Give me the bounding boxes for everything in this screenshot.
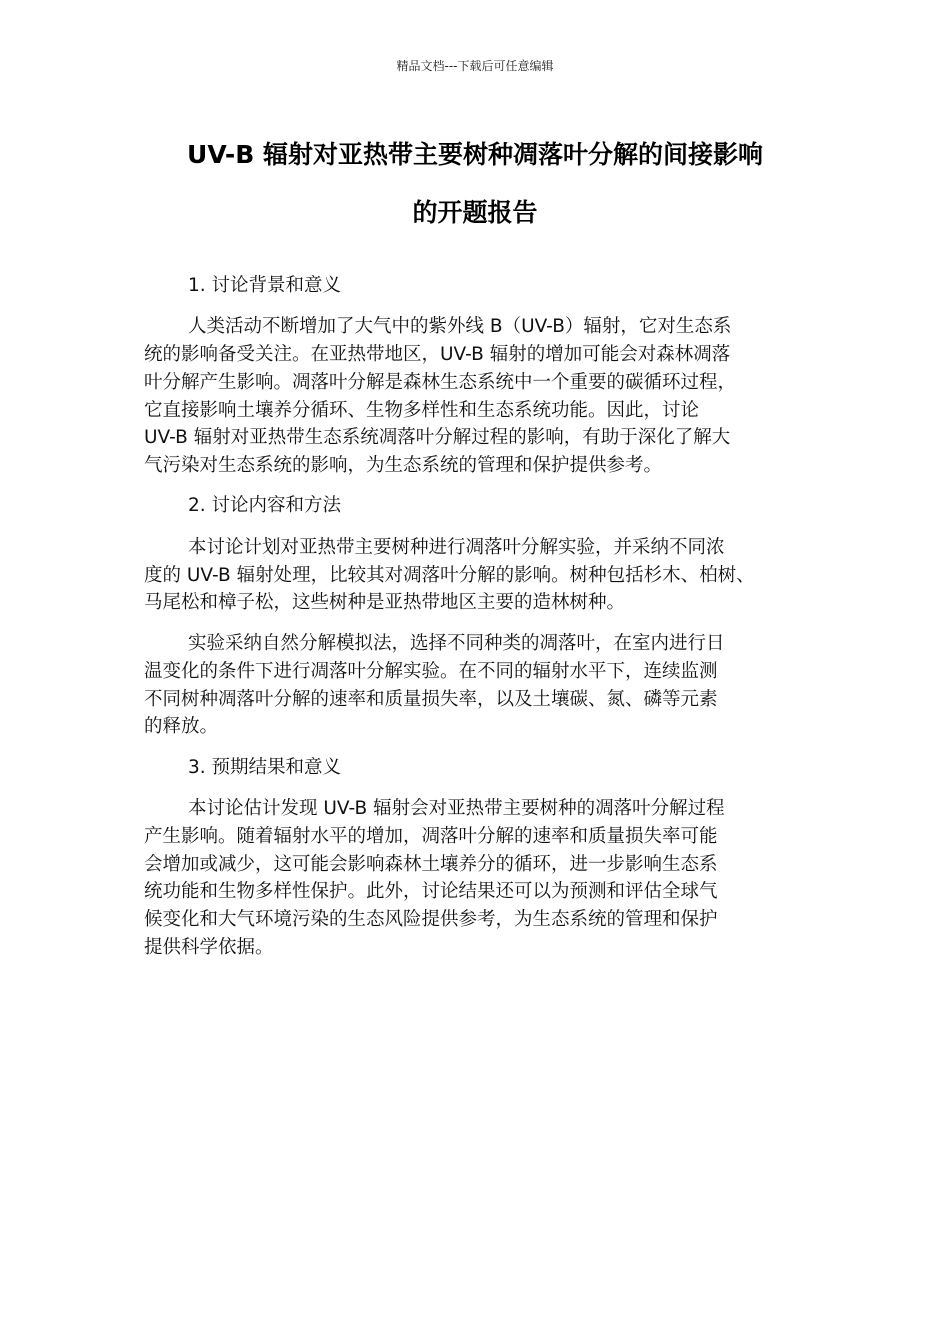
paragraph-line: 的释放。: [144, 716, 219, 737]
paragraph-line: 马尾松和樟子松，这些树种是亚热带地区主要的造林树种。: [144, 592, 626, 613]
paragraph-line: 不同树种凋落叶分解的速率和质量损失率，以及土壤碳、氮、磷等元素: [144, 689, 718, 710]
section-heading-background: 1. 讨论背景和意义: [188, 275, 342, 296]
paragraph-line: 气污染对生态系统的影响，为生态系统的管理和保护提供参考。: [144, 455, 663, 476]
paragraph-line: 提供科学依据。: [144, 937, 274, 958]
paragraph-line: 温变化的条件下进行凋落叶分解实验。在不同的辐射水平下，连续监测: [144, 661, 718, 682]
paragraph-line: 实验采纳自然分解模拟法，选择不同种类的凋落叶，在室内进行日: [188, 633, 725, 654]
paragraph-line: 人类活动不断增加了大气中的紫外线 B（UV-B）辐射，它对生态系: [188, 316, 732, 337]
paragraph-line: 统功能和生物多样性保护。此外，讨论结果还可以为预测和评估全球气: [144, 881, 718, 902]
document-title-line-2: 的开题报告: [412, 198, 538, 227]
paragraph-line: 它直接影响土壤养分循环、生物多样性和生态系统功能。因此，讨论: [144, 400, 700, 421]
paragraph-line: 本讨论计划对亚热带主要树种进行凋落叶分解实验，并采纳不同浓: [188, 537, 725, 558]
paragraph-line: 候变化和大气环境污染的生态风险提供参考，为生态系统的管理和保护: [144, 909, 718, 930]
section-heading-expected-results: 3. 预期结果和意义: [188, 757, 342, 778]
paragraph-line: 本讨论估计发现 UV-B 辐射会对亚热带主要树种的凋落叶分解过程: [188, 798, 725, 819]
paragraph-line: UV-B 辐射对亚热带生态系统凋落叶分解过程的影响，有助于深化了解大: [144, 427, 731, 448]
page-header-note: 精品文档---下载后可任意编辑: [396, 59, 554, 73]
paragraph-line: 会增加或减少，这可能会影响森林土壤养分的循环，进一步影响生态系: [144, 854, 718, 875]
paragraph-line: 叶分解产生影响。凋落叶分解是森林生态系统中一个重要的碳循环过程，: [144, 372, 737, 393]
paragraph-line: 统的影响备受关注。在亚热带地区，UV-B 辐射的增加可能会对森林凋落: [144, 344, 731, 365]
paragraph-line: 度的 UV-B 辐射处理，比较其对凋落叶分解的影响。树种包括杉木、柏树、: [144, 565, 755, 586]
document-title-line-1: UV-B 辐射对亚热带主要树种凋落叶分解的间接影响: [187, 140, 763, 169]
section-heading-content-methods: 2. 讨论内容和方法: [188, 495, 342, 516]
paragraph-line: 产生影响。随着辐射水平的增加，凋落叶分解的速率和质量损失率可能: [144, 826, 718, 847]
